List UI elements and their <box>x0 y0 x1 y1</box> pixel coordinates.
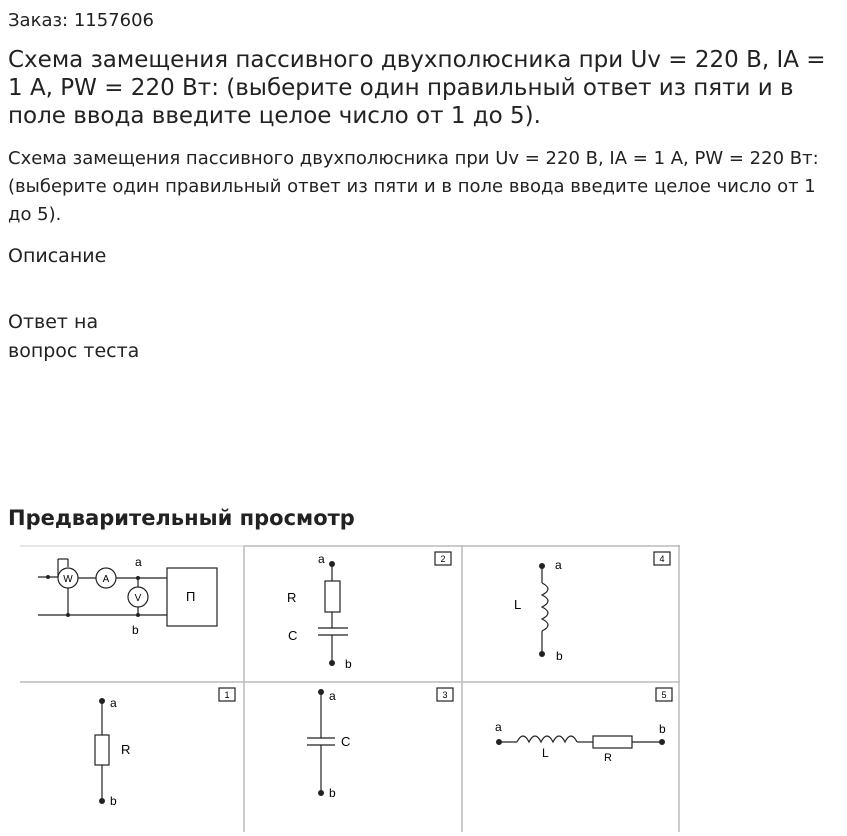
voltmeter-label: V <box>134 593 142 604</box>
description-heading: Описание <box>8 245 107 267</box>
option-5-terminal-a: a <box>495 720 502 734</box>
question-title: Схема замещения пассивного двухполюсника при Uv = 220 В, IA = 1 А, PW = 220 Вт: (выберите один правильный ответ из пяти и в поле ввода введите целое число от 1 до 5). <box>8 47 826 129</box>
option-2-terminal-a: a <box>318 552 325 566</box>
option-2-number: 2 <box>440 554 446 564</box>
option-2-terminal-b: b <box>345 657 352 671</box>
option-5-resistor-label: R <box>604 752 612 764</box>
option-4-terminal-b: b <box>556 649 563 663</box>
terminal-a-label: a <box>135 555 142 569</box>
option-3-circuit <box>307 688 453 793</box>
option-1-terminal-a: a <box>110 696 117 710</box>
question-text: Схема замещения пассивного двухполюсника при Uv = 220 В, IA = 1 А, PW = 220 Вт: (выберите один правильный ответ из пяти и в поле ввода введите целое число от 1 до 5). <box>8 148 819 225</box>
option-4-inductor-label: L <box>514 597 522 612</box>
terminal-b-label: b <box>132 623 139 637</box>
option-4-terminal-a: a <box>555 558 562 572</box>
preview-image <box>20 545 680 832</box>
wattmeter-label: W <box>63 574 73 585</box>
option-1-resistor-label: R <box>121 742 131 757</box>
option-2-resistor-label: R <box>287 590 297 605</box>
preview-heading: Предварительный просмотр <box>8 506 355 530</box>
option-3-number: 3 <box>442 690 448 700</box>
answer-label-line-2: вопрос теста <box>8 340 140 362</box>
option-2-circuit <box>318 552 451 663</box>
answer-label-line-1: Ответ на <box>8 311 99 333</box>
option-4-number: 4 <box>659 554 665 564</box>
ammeter-label: A <box>102 574 110 585</box>
answer-label <box>8 308 139 366</box>
option-3-capacitor-label: C <box>341 734 351 749</box>
option-5-number: 5 <box>661 690 667 700</box>
option-2-capacitor-label: C <box>288 628 298 643</box>
option-5-inductor-label: L <box>542 746 549 760</box>
option-1-terminal-b: b <box>110 794 117 808</box>
circuit-options-svg <box>20 545 680 832</box>
option-5-circuit <box>500 688 672 748</box>
order-number: Заказ: 1157606 <box>8 10 154 31</box>
option-3-terminal-b: b <box>329 786 336 800</box>
option-1-number: 1 <box>224 690 230 700</box>
passive-network-label: П <box>186 589 196 604</box>
panel-grid <box>20 545 680 832</box>
option-3-terminal-a: a <box>329 689 336 703</box>
option-5-terminal-b: b <box>659 722 666 736</box>
